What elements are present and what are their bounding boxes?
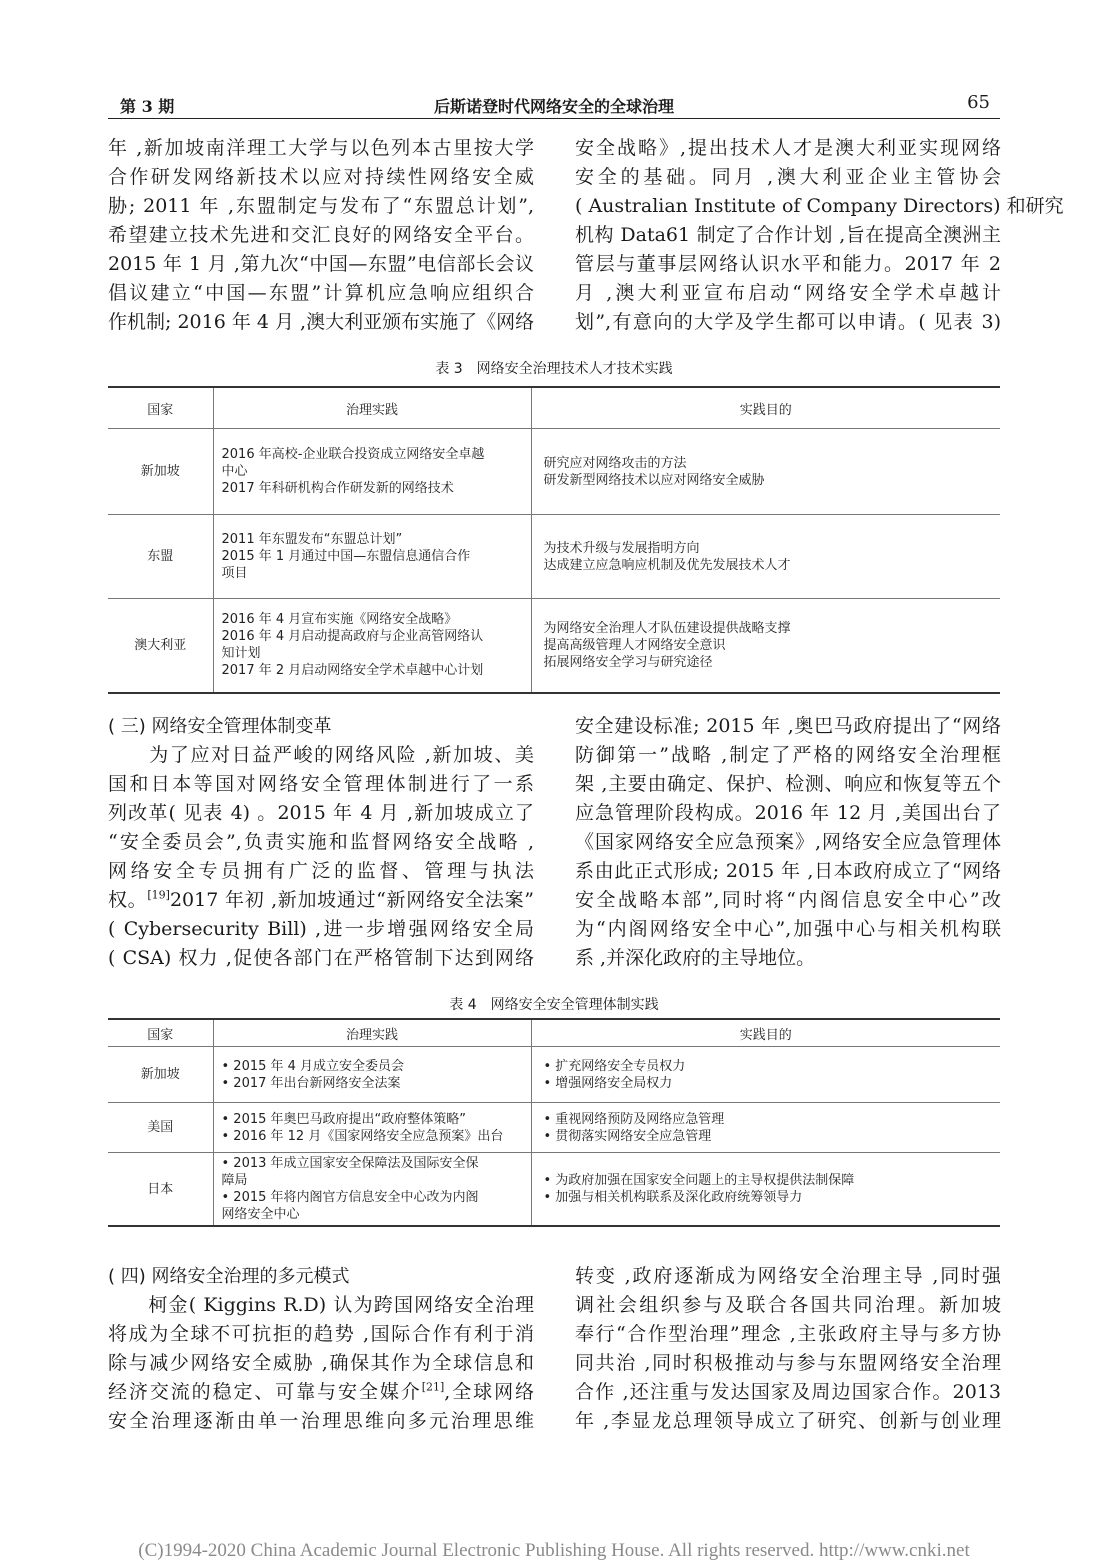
- practice-cell: [213, 599, 531, 693]
- cell-line: • 扩充网络安全专员权力: [543, 1058, 686, 1074]
- practice-cell: [213, 1153, 531, 1227]
- goal-cell: [531, 515, 1000, 599]
- table3-header-country: 国家: [108, 387, 213, 429]
- table4-header-practice: 治理实践: [213, 1019, 531, 1047]
- goal-cell: [531, 1047, 1000, 1103]
- text-line: 作机制; 2016 年 4 月 ,澳大利亚颁布实施了《网络: [108, 311, 535, 333]
- cell-line: • 贯彻落实网络安全应急管理: [543, 1128, 712, 1144]
- country-cell: 日本: [108, 1153, 213, 1227]
- text-line: [108, 1378, 534, 1407]
- practice-cell: [213, 1103, 531, 1153]
- text-line: 合作研发网络新技术以应对持续性网络安全威: [108, 166, 534, 188]
- cell-line: 项目: [221, 566, 248, 581]
- text-line: 调社会组织参与及联合各国共同治理。新加坡: [575, 1294, 1001, 1316]
- text-line: 《国家网络安全应急预案》,网络安全应急管理体: [575, 831, 1001, 853]
- cell-line: 2017 年 2 月启动网络安全学术卓越中心计划: [221, 663, 484, 679]
- copyright-footer: (C)1994-2020 China Academic Journal Electronic Publishing House. All rights reserved. http://www.cnki.net: [138, 1540, 970, 1561]
- country-cell: 新加坡: [108, 1047, 213, 1103]
- table3: [108, 386, 1000, 694]
- text-line: 列改革( 见表 4) 。2015 年 4 月 ,新加坡成立了: [108, 802, 534, 824]
- table-row: [108, 429, 1000, 515]
- cell-line: • 2015 年 4 月成立安全委员会: [221, 1058, 405, 1074]
- cell-line: 研发新型网络技术以应对网络安全威胁: [543, 472, 765, 488]
- practice-cell: [213, 429, 531, 515]
- cell-line: 2016 年 4 月宣布实施《网络安全战略》: [221, 612, 458, 628]
- cell-line: 2017 年科研机构合作研发新的网络技术: [221, 481, 454, 496]
- text-line: 为了应对日益严峻的网络风险 ,新加坡、美: [108, 744, 534, 766]
- text-line: 安全治理逐渐由单一治理思维向多元治理思维: [108, 1410, 534, 1432]
- text-line: 机构 Data61 制定了合作计划 ,旨在提高全澳洲主: [575, 224, 1001, 246]
- cell-line: 2016 年高校-企业联合投资成立网络安全卓越: [221, 447, 485, 462]
- text-line: 划”,有意向的大学及学生都可以申请。( 见表 3): [575, 311, 1001, 333]
- text-line: 防御第一”战略 ,制定了严格的网络安全治理框: [575, 744, 1001, 766]
- practice-cell: [213, 1047, 531, 1103]
- text-line: 应急管理阶段构成。2016 年 12 月 ,美国出台了: [575, 802, 1001, 824]
- text-line: 系由此正式形成; 2015 年 ,日本政府成立了“网络: [575, 860, 1001, 882]
- text-line: 将成为全球不可抗拒的趋势 ,国际合作有利于消: [108, 1323, 534, 1345]
- cell-line: • 2013 年成立国家安全保障法及国际安全保: [221, 1156, 479, 1171]
- cell-line: • 增强网络安全局权力: [543, 1075, 673, 1091]
- text-fragment: 2017 年初 ,新加坡通过“新网络安全法案”: [169, 889, 534, 911]
- goal-cell: [531, 429, 1000, 515]
- text-line: 年 ,新加坡南洋理工大学与以色列本古里按大学: [108, 137, 534, 159]
- text-line: 2015 年 1 月 ,第九次“中国—东盟”电信部长会议: [108, 253, 534, 275]
- text-fragment: ,全球网络: [444, 1381, 534, 1403]
- goal-cell: [531, 1153, 1000, 1227]
- section-heading: ( 三) 网络安全管理体制变革: [108, 716, 332, 737]
- text-line: 系 ,并深化政府的主导地位。: [575, 947, 816, 969]
- text-line: 安全战略本部”,同时将“内阁信息安全中心”改: [575, 889, 1001, 911]
- running-title: 后斯诺登时代网络安全的全球治理: [433, 97, 674, 116]
- cell-line: 拓展网络安全学习与研究途径: [543, 654, 713, 670]
- table3-caption: 表 3 网络安全治理技术人才技术实践: [435, 361, 673, 377]
- cell-line: 知计划: [221, 646, 261, 662]
- text-line: 安全战略》,提出技术人才是澳大利亚实现网络: [575, 137, 1001, 159]
- cell-line: 2016 年 4 月启动提高政府与企业高管网络认: [221, 629, 484, 645]
- text-line: 倡议建立“中国—东盟”计算机应急响应组织合: [108, 282, 534, 304]
- running-header: [108, 90, 1000, 119]
- text-line: 胁; 2011 年 ,东盟制定与发布了“东盟总计划”,: [108, 195, 534, 217]
- table-row: [108, 599, 1000, 693]
- cell-line: 为技术升级与发展指明方向: [543, 540, 700, 556]
- text-line: 柯金( Kiggins R.D) 认为跨国网络安全治理: [108, 1294, 534, 1316]
- goal-cell: [531, 1103, 1000, 1153]
- issue-number: 第 3 期: [120, 97, 175, 116]
- citation-ref: [19]: [147, 888, 170, 902]
- cell-line: • 加强与相关机构联系及深化政府统筹领导力: [543, 1190, 803, 1205]
- table4-caption: 表 4 网络安全安全管理体制实践: [449, 997, 659, 1013]
- text-fragment: 权。: [108, 889, 148, 911]
- table4: [108, 1018, 1000, 1227]
- text-line: 除与减少网络安全威胁 ,确保其作为全球信息和: [108, 1352, 534, 1374]
- table-row: [108, 1047, 1000, 1103]
- cell-line: • 重视网络预防及网络应急管理: [543, 1111, 725, 1127]
- practice-cell: [213, 515, 531, 599]
- cell-line: 为网络安全治理人才队伍建设提供战略支撑: [543, 620, 791, 636]
- text-line: 年 ,李显龙总理领导成立了研究、创新与创业理: [575, 1410, 1001, 1432]
- text-line: 管层与董事层网络认识水平和能力。2017 年 2: [575, 253, 1001, 275]
- cell-line: • 2016 年 12 月《国家网络安全应急预案》出台: [221, 1128, 504, 1144]
- text-fragment: 经济交流的稳定、可靠与安全媒介: [108, 1381, 422, 1403]
- text-line: 安全建设标准; 2015 年 ,奥巴马政府提出了“网络: [575, 715, 1001, 737]
- table-row: [108, 1153, 1000, 1227]
- text-line: 架 ,主要由确定、保护、检测、响应和恢复等五个: [575, 773, 1001, 795]
- body-column-left: [108, 134, 534, 337]
- cell-line: 障局: [221, 1173, 248, 1188]
- cell-line: 提高高级管理人才网络安全意识: [543, 637, 726, 653]
- text-line: 转变 ,政府逐渐成为网络安全治理主导 ,同时强: [575, 1265, 1001, 1287]
- section-heading: ( 四) 网络安全治理的多元模式: [108, 1266, 350, 1287]
- section-3-column-right: [575, 712, 1001, 973]
- table-row: [108, 1103, 1000, 1153]
- text-line: 合作 ,还注重与发达国家及周边国家合作。2013: [575, 1381, 1001, 1403]
- cell-line: 研究应对网络攻击的方法: [543, 455, 687, 471]
- table3-header-practice: 治理实践: [213, 387, 531, 429]
- cell-line: • 2015 年奥巴马政府提出“政府整体策略”: [221, 1111, 466, 1127]
- text-line: 希望建立技术先进和交汇良好的网络安全平台。: [108, 224, 534, 246]
- cell-line: 2015 年 1 月通过中国—东盟信息通信合作: [221, 549, 471, 564]
- cell-line: • 为政府加强在国家安全问题上的主导权提供法制保障: [543, 1173, 855, 1188]
- text-line: “安全委员会”,负责实施和监督网络安全战略 ,: [108, 831, 534, 853]
- text-line: ( Cybersecurity Bill) ,进一步增强网络安全局: [108, 918, 534, 940]
- table3-header-goal: 实践目的: [531, 387, 1000, 429]
- cell-line: • 2015 年将内阁官方信息安全中心改为内阁: [221, 1190, 479, 1205]
- text-line: 网络安全专员拥有广泛的监督、管理与执法: [108, 860, 534, 882]
- country-cell: 新加坡: [108, 429, 213, 515]
- body-column-right: [575, 134, 1064, 337]
- cell-line: 网络安全中心: [221, 1207, 300, 1222]
- text-line: ( CSA) 权力 ,促使各部门在严格管制下达到网络: [108, 947, 534, 969]
- cell-line: 中心: [221, 464, 248, 479]
- section-3-column-left: [108, 712, 534, 973]
- table-row: [108, 515, 1000, 599]
- country-cell: 美国: [108, 1103, 213, 1153]
- table4-header-goal: 实践目的: [531, 1019, 1000, 1047]
- citation-ref: [21]: [421, 1380, 445, 1394]
- section-4-column-left: [108, 1262, 534, 1436]
- page-number: 65: [967, 92, 990, 113]
- cell-line: 达成建立应急响应机制及优先发展技术人才: [543, 557, 791, 573]
- cell-line: 2011 年东盟发布“东盟总计划”: [221, 532, 403, 547]
- cell-line: • 2017 年出台新网络安全法案: [221, 1075, 401, 1091]
- table4-header-country: 国家: [108, 1019, 213, 1047]
- text-line: 为“内阁网络安全中心”,加强中心与相关机构联: [575, 918, 1001, 940]
- text-line: 国和日本等国对网络安全管理体制进行了一系: [108, 773, 534, 795]
- country-cell: 东盟: [108, 515, 213, 599]
- text-line: 奉行“合作型治理”理念 ,主张政府主导与多方协: [575, 1323, 1001, 1345]
- text-line: 月 ,澳大利亚宣布启动“网络安全学术卓越计: [575, 282, 1001, 304]
- country-cell: 澳大利亚: [108, 599, 213, 693]
- section-4-column-right: [575, 1262, 1001, 1436]
- text-line: 同共治 ,同时积极推动与参与东盟网络安全治理: [575, 1352, 1001, 1374]
- text-line: ( Australian Institute of Company Directors) 和研究: [575, 195, 1064, 217]
- text-line: 安全的基础。同月 ,澳大利亚企业主管协会: [575, 166, 1001, 188]
- text-line: [108, 886, 534, 915]
- goal-cell: [531, 599, 1000, 693]
